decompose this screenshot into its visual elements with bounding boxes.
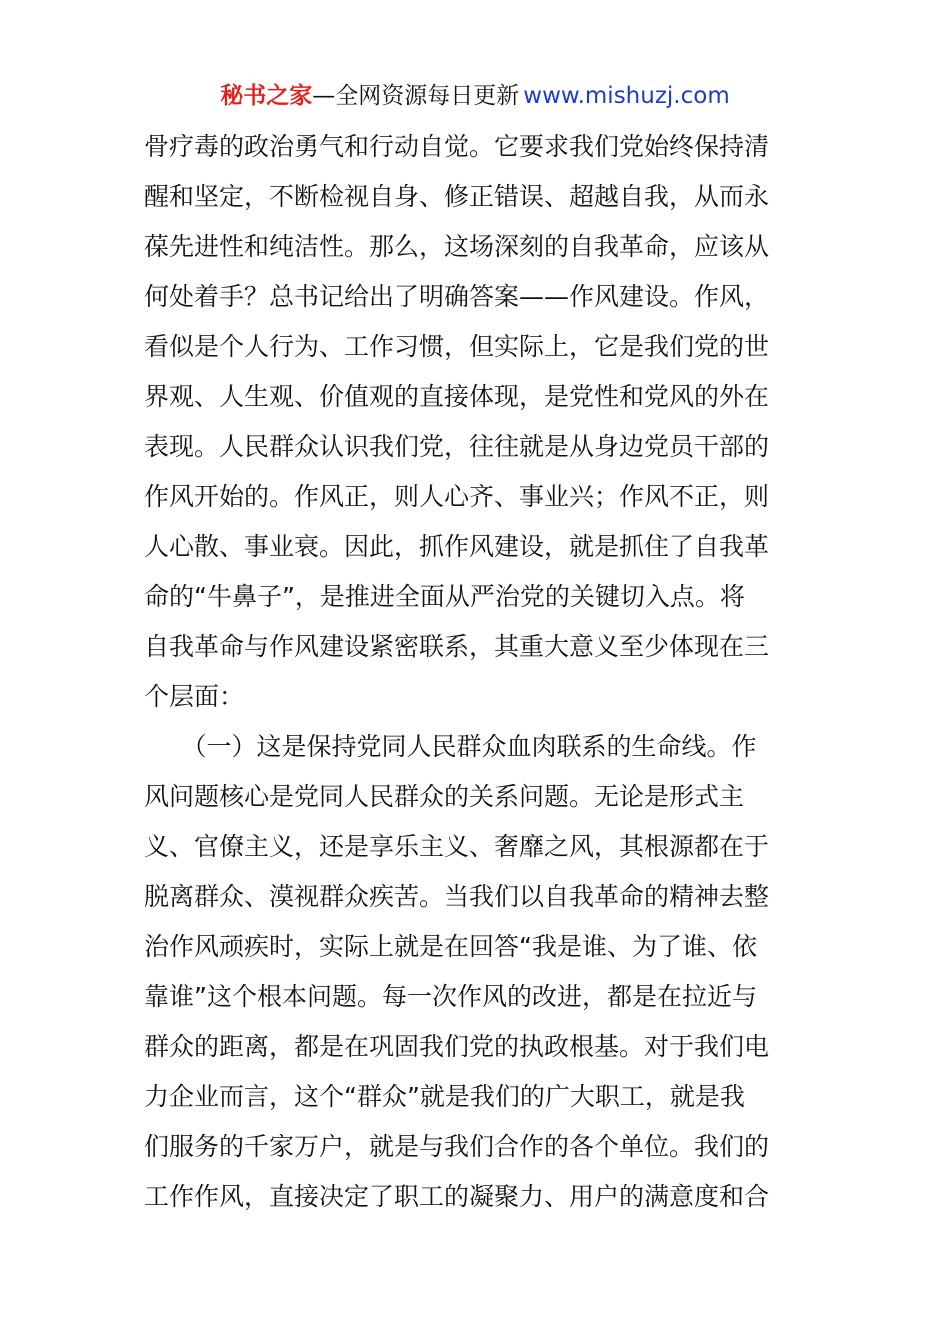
site-url-link[interactable]: www.mishuzj.com xyxy=(523,83,730,109)
body-text-line: 表现。人民群众认识我们党，往往就是从身边党员干部的 xyxy=(144,432,770,461)
body-text-line: 命的“牛鼻子”，是推进全面从严治党的关键切入点。将 xyxy=(144,582,745,611)
body-text-line: 骨疗毒的政治勇气和行动自觉。它要求我们党始终保持清 xyxy=(144,132,770,161)
page-header xyxy=(0,78,950,114)
body-text-line: 们服务的千家万户，就是与我们合作的各个单位。我们的 xyxy=(144,1132,770,1161)
body-text-line: 自我革命与作风建设紧密联系，其重大意义至少体现在三 xyxy=(144,632,770,661)
body-text-line: 人心散、事业衰。因此，抓作风建设，就是抓住了自我革 xyxy=(144,532,770,561)
body-text-line: 葆先进性和纯洁性。那么，这场深刻的自我革命，应该从 xyxy=(144,232,770,261)
body-text-line: 看似是个人行为、工作习惯，但实际上，它是我们党的世 xyxy=(144,332,770,361)
body-text-line: 脱离群众、漠视群众疾苦。当我们以自我革命的精神去整 xyxy=(144,882,770,911)
body-text-line: 群众的距离，都是在巩固我们党的执政根基。对于我们电 xyxy=(144,1032,770,1061)
body-text-line: 风问题核心是党同人民群众的关系问题。无论是形式主 xyxy=(144,782,745,811)
body-text-line: 醒和坚定，不断检视自身、修正错误、超越自我，从而永 xyxy=(144,182,770,211)
body-text-line: 靠谁”这个根本问题。每一次作风的改进，都是在拉近与 xyxy=(144,982,757,1011)
body-text-line: 作风开始的。作风正，则人心齐、事业兴；作风不正，则 xyxy=(144,482,770,511)
body-text-line: 治作风顽疾时，实际上就是在回答“我是谁、为了谁、依 xyxy=(144,932,757,961)
body-text-line: 力企业而言，这个“群众”就是我们的广大职工，就是我 xyxy=(144,1082,745,1111)
body-text-line: （一）这是保持党同人民群众血肉联系的生命线。作 xyxy=(144,732,757,761)
header-tagline: —全网资源每日更新 xyxy=(312,83,520,109)
brand-name: 秘书之家 xyxy=(220,83,313,109)
body-text-line: 界观、人生观、价值观的直接体现，是党性和党风的外在 xyxy=(144,382,770,411)
body-text-line: 何处着手？总书记给出了明确答案——作风建设。作风， xyxy=(144,282,770,311)
document-body xyxy=(144,122,808,1222)
body-text-line: 工作作风，直接决定了职工的凝聚力、用户的满意度和合 xyxy=(144,1182,770,1211)
body-text-line: 义、官僚主义，还是享乐主义、奢靡之风，其根源都在于 xyxy=(144,832,770,861)
body-text-line: 个层面： xyxy=(144,682,245,711)
